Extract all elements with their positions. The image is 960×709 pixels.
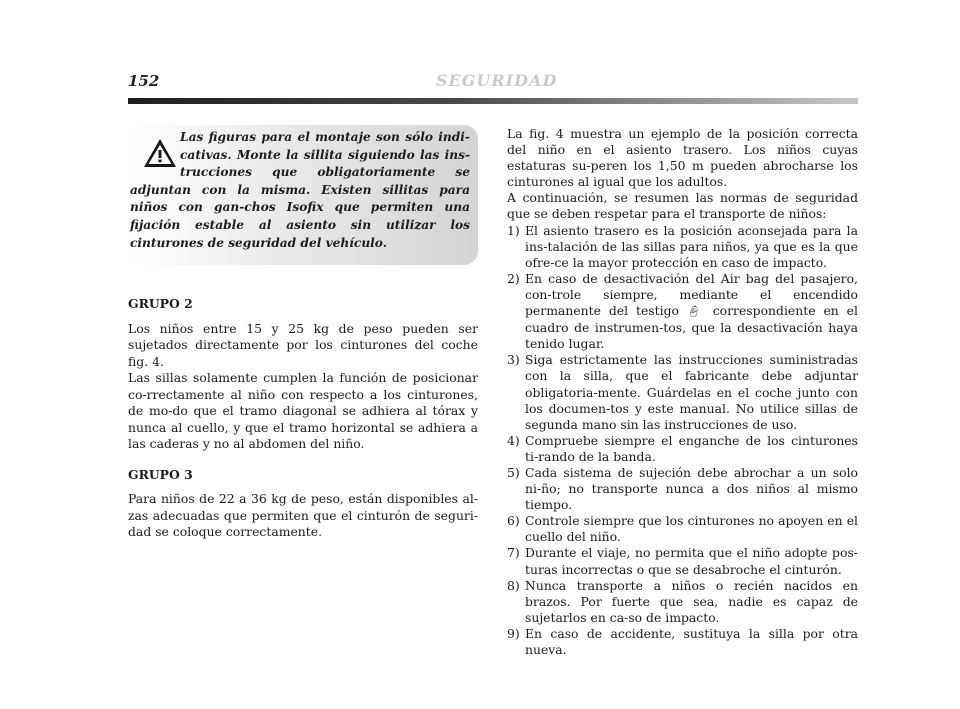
list-item: 6) Controle siempre que los cinturones no apoyen en el cuello del niño. <box>507 513 858 545</box>
list-item: 8) Nunca transporte a niños o recién nacidos en brazos. Por fuerte que sea, nadie es capaz de sujetarlos en ca-so de impacto. <box>507 577 858 625</box>
intro-paragraph-1: La fig. 4 muestra un ejemplo de la posición correcta del niño en el asiento trasero. Los niños cuyas estaturas su-peren los 1,50 m pueden abrocharse los cinturones al igual que los adultos. <box>507 126 858 190</box>
right-column <box>507 126 858 658</box>
warning-text: Las figuras para el montaje son sólo indi-cativas. Monte la sillita siguiendo las ins-trucciones que obligatoriamente se adjuntan con la misma. Existen sillitas para niños con gan-chos Isofix que permiten una fijación estable al asiento sin utilizar los cinturones de seguridad del vehículo. <box>130 130 470 250</box>
page-number: 152 <box>128 72 160 90</box>
safety-rules-list <box>507 223 858 659</box>
list-item: 7) Durante el viaje, no permita que el niño adopte pos-turas incorrectas o que se desabroche el cinturón. <box>507 545 858 577</box>
section-title: SEGURIDAD <box>436 71 558 90</box>
grupo2-paragraph-1: Los niños entre 15 y 25 kg de peso pueden ser sujetados directamente por los cinturones del coche fig. 4. <box>128 320 478 369</box>
list-item: 2) En caso de desactivación del Air bag del pasajero, con-trole siempre, mediante el encendido permanente del testigo 👶︎ correspondiente en el cuadro de instrumen-tos, que la desactivación haya tenido lugar. <box>507 270 858 352</box>
list-item: 5) Cada sistema de sujeción debe abrochar a un solo ni-ño; no transporte nunca a dos niños al mismo tiempo. <box>507 464 858 513</box>
list-item: 3) Siga estrictamente las instrucciones suministradas con la silla, que el fabricante debe adjuntar obligatoria-mente. Guárdelas en el coche junto con los documen-tos y este manual. No utilice sillas de segunda mano sin las instrucciones de uso. <box>507 352 858 432</box>
left-column <box>128 296 478 541</box>
list-item: 1) El asiento trasero es la posición aconsejada para la ins-talación de las sillas para niños, ya que es la que ofre-ce la mayor protección en caso de impacto. <box>507 222 858 270</box>
grupo3-paragraph-1: Para niños de 22 a 36 kg de peso, están disponibles al-zas adecuadas que permiten que el cinturón de seguri-dad se coloque correctamente. <box>128 491 478 539</box>
grupo2-heading: GRUPO 2 <box>128 296 193 311</box>
list-item: 4) Compruebe siempre el enganche de los cinturones ti-rando de la banda. <box>507 432 858 464</box>
grupo3-heading: GRUPO 3 <box>128 466 193 482</box>
grupo2-paragraph-2: Las sillas solamente cumplen la función de posicionar co-rrectamente al niño con respecto a los cinturones, de mo-do que el tramo diagonal se adhiera al tórax y nunca al cuello, y que el tramo horizontal se adhiera a las caderas y no al abdomen del niño. <box>128 370 478 451</box>
child-seat-warning-icon: 👶︎ <box>686 305 705 319</box>
list-item: 9) En caso de accidente, sustituya la silla por otra nueva. <box>507 625 858 657</box>
intro-paragraph-2: A continuación, se resumen las normas de seguridad que se deben respetar para el transporte de niños: <box>507 190 858 222</box>
header-divider <box>128 98 858 104</box>
